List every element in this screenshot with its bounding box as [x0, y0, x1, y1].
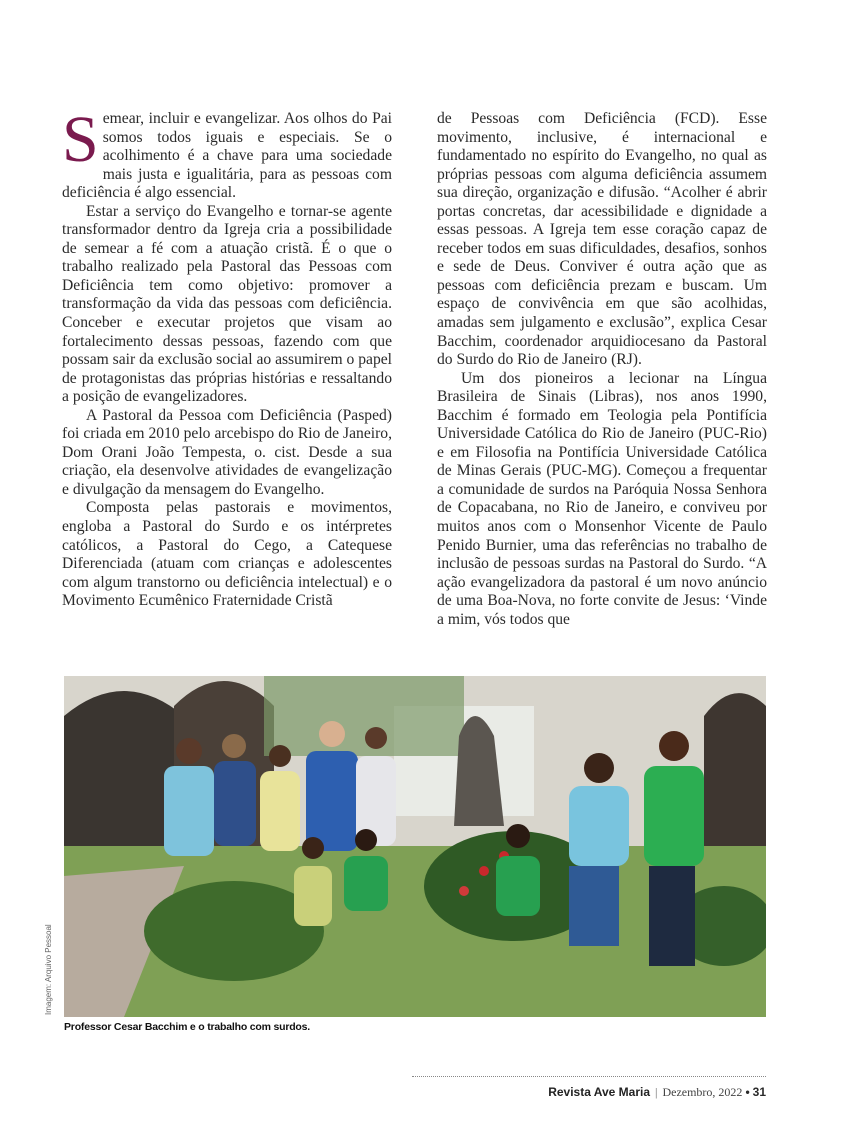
paragraph-1	[62, 103, 392, 203]
article-column-right	[437, 110, 767, 629]
paragraph-3: A Pastoral da Pessoa com Deficiência (Pasped) foi criada em 2010 pelo arcebispo do Rio de Janeiro, Dom Orani João Tempesta, o. cist. Desde a sua criação, ela desenvolve atividades de evangelização e divulgação da mensagem do Evangelho.	[62, 406, 392, 498]
group-photo	[64, 676, 766, 1017]
issue-date: Dezembro, 2022	[662, 1085, 743, 1099]
paragraph-text: emear, incluir e evangelizar. Aos olhos do Pai somos todos iguais e especiais. Se o acolhimento é a chave para uma sociedade mais justa e igualitária, para as pessoas com deficiência é algo essencial.	[62, 110, 392, 202]
paragraph-5: de Pessoas com Deficiência (FCD). Esse movimento, inclusive, é internacional e fundamentado no espírito do Evangelho, no qual as próprias pessoas com alguma deficiência assumem sua direção, organização e difusão. “Acolher é abrir portas concretas, dar acessibilidade e dignidade a essas pessoas. A Igreja tem esse coração capaz de receber todos em suas dificuldades, desafios, sonhos e sede de Deus. Conviver é outra ação que as pessoas com deficiência prezam e buscam. Um espaço de convivência em que são acolhidas, amadas sem julgamento e exclusão”, explica Cesar Bacchim, coordenador arquidiocesano da Pastoral do Surdo do Rio de Janeiro (RJ).	[437, 110, 767, 369]
drop-cap: S	[62, 103, 99, 176]
photo-illustration	[64, 676, 766, 1017]
paragraph-2: Estar a serviço do Evangelho e tornar-se agente transformador dentro da Igreja cria a possibilidade de semear a fé com a atuação cristã. É o que o trabalho realizado pela Pastoral das Pessoas com Deficiência tem como objetivo: promover a transformação da vida das pessoas com deficiência. Conceber e executar projetos que visam ao fortalecimento dessas pessoas, fazendo com que possam sair da exclusão social ao assumirem o papel de protagonistas das próprias histórias e ressaltando a posição de evangelizadores.	[62, 202, 392, 406]
page-number: 31	[752, 1085, 766, 1099]
article-column-left	[62, 103, 392, 611]
paragraph-4: Composta pelas pastorais e movimentos, engloba a Pastoral do Surdo e os intérpretes católicos, a Pastoral do Cego, a Catequese Diferenciada (atuam com crianças e adolescentes com algum transtorno ou deficiência intelectual) e o Movimento Ecumênico Fraternidade Cristã	[62, 499, 392, 610]
photo-caption: Professor Cesar Bacchim e o trabalho com surdos.	[64, 1021, 310, 1033]
bullet: •	[745, 1085, 750, 1099]
paragraph-6: Um dos pioneiros a lecionar na Língua Brasileira de Sinais (Libras), nos anos 1990, Bacchim é formado em Teologia pela Pontifícia Universidade Católica do Rio de Janeiro (PUC-Rio) e em Filosofia na Pontifícia Universidade Católica de Minas Gerais (PUC-MG). Começou a frequentar a comunidade de surdos na Paróquia Nossa Senhora de Copacabana, no Rio de Janeiro, e conviveu por muitos anos com o Monsenhor Vicente de Paulo Penido Burnier, uma das referências no trabalho de inclusão de pessoas surdas na Pastoral do Surdo. “A ação evangelizadora da pastoral é um novo anúncio de uma Boa-Nova, no forte convite de Jesus: ‘Vinde a mim, vós todos que	[437, 369, 767, 628]
magazine-name: Revista Ave Maria	[548, 1085, 651, 1099]
page-footer	[548, 1085, 766, 1100]
photo-credit: Imagem: Arquivo Pessoal	[44, 924, 53, 1015]
footer-divider	[412, 1076, 766, 1077]
footer-separator: |	[655, 1085, 658, 1099]
